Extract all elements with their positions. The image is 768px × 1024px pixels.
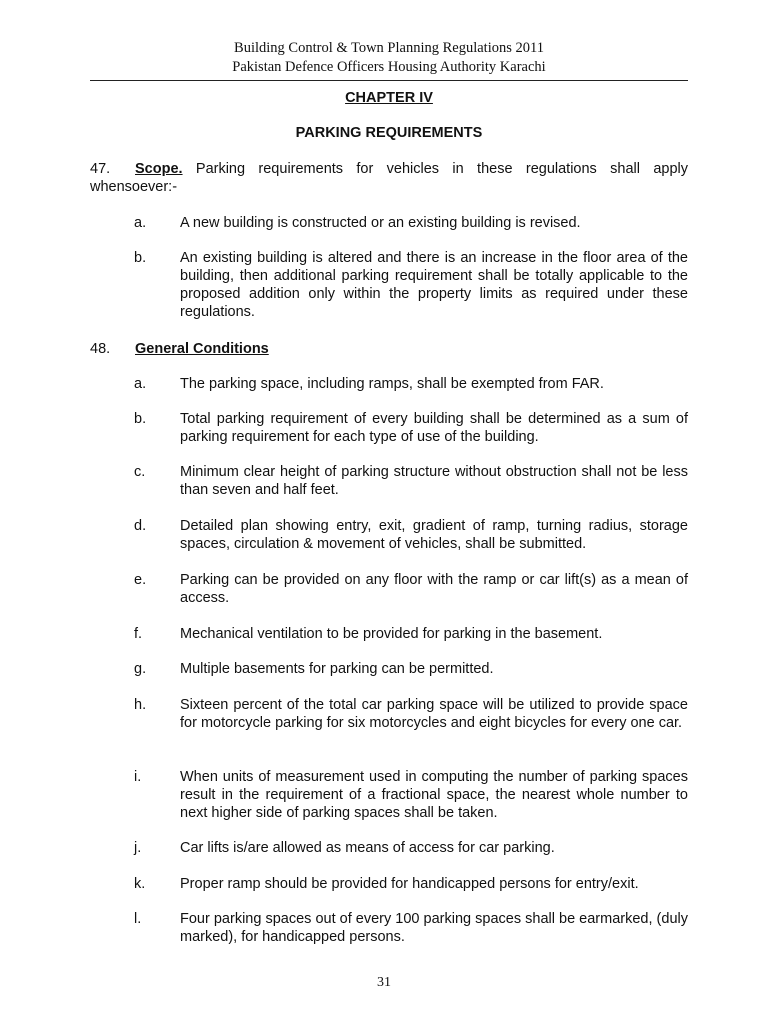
list-item-label: a. bbox=[134, 376, 147, 392]
list-item-label: i. bbox=[134, 769, 142, 785]
list-item-text: The parking space, including ramps, shall be exempted from FAR. bbox=[180, 376, 604, 392]
list-item-label: f. bbox=[134, 626, 143, 642]
list-item-label: k. bbox=[134, 876, 146, 892]
list-item-text: A new building is constructed or an existing building is revised. bbox=[180, 215, 581, 231]
section-48-heading bbox=[90, 340, 688, 358]
list-item-label: h. bbox=[134, 697, 147, 713]
list-item-text: Four parking spaces out of every 100 parking spaces shall be earmarked, (duly marked), for handicapped persons. bbox=[180, 911, 688, 945]
list-item-text: Minimum clear height of parking structure without obstruction shall not be less than seven and half feet. bbox=[180, 464, 688, 498]
header-rule bbox=[90, 80, 688, 81]
section-text: Parking requirements for vehicles in these regulations shall apply whensoever:- bbox=[90, 161, 688, 195]
list-item-label: e. bbox=[134, 572, 147, 588]
page-number: 31 bbox=[377, 975, 391, 990]
section-title: PARKING REQUIREMENTS bbox=[295, 125, 483, 141]
list-item-label: a. bbox=[134, 215, 147, 231]
list-item-text: An existing building is altered and there is an increase in the floor area of the building, then additional parking requirement shall be totally applicable to the proposed addition only within the property limits as required under these regulations. bbox=[180, 250, 688, 320]
list-item-label: j. bbox=[134, 840, 142, 856]
list-item-text: Proper ramp should be provided for handicapped persons for entry/exit. bbox=[180, 876, 639, 892]
section-heading: Scope. bbox=[135, 161, 183, 177]
list-item-text: Mechanical ventilation to be provided for parking in the basement. bbox=[180, 626, 603, 642]
list-item-text: Car lifts is/are allowed as means of access for car parking. bbox=[180, 840, 555, 856]
section-number: 47. bbox=[90, 161, 111, 177]
list-item-text: Parking can be provided on any floor with the ramp or car lift(s) as a mean of access. bbox=[180, 572, 688, 606]
list-item-label: b. bbox=[134, 250, 147, 266]
running-header bbox=[90, 39, 688, 77]
list-item-label: c. bbox=[134, 464, 146, 480]
list-item-text: Total parking requirement of every building shall be determined as a sum of parking requirement for each type of use of the building. bbox=[180, 411, 688, 445]
section-number: 48. bbox=[90, 341, 111, 357]
list-item-text: Sixteen percent of the total car parking space will be utilized to provide space for motorcycle parking for six motorcycles and eight bicycles for every one car. bbox=[180, 697, 688, 731]
list-item-label: l. bbox=[134, 911, 142, 927]
list-item-label: d. bbox=[134, 518, 147, 534]
section-heading: General Conditions bbox=[135, 341, 269, 357]
header-line-1: Building Control & Town Planning Regulations 2011 bbox=[234, 40, 544, 56]
section-47-scope bbox=[90, 160, 688, 196]
list-item-text: Detailed plan showing entry, exit, gradient of ramp, turning radius, storage spaces, circulation & movement of vehicles, shall be submitted. bbox=[180, 518, 688, 552]
list-item-text: Multiple basements for parking can be permitted. bbox=[180, 661, 494, 677]
list-item-label: g. bbox=[134, 661, 147, 677]
list-item-label: b. bbox=[134, 411, 147, 427]
list-item-text: When units of measurement used in computing the number of parking spaces result in the requirement of a fractional space, the nearest whole number to next higher side of parking spaces shall be taken. bbox=[180, 769, 688, 821]
chapter-title: CHAPTER IV bbox=[345, 90, 433, 106]
header-line-2: Pakistan Defence Officers Housing Authority Karachi bbox=[232, 59, 546, 75]
